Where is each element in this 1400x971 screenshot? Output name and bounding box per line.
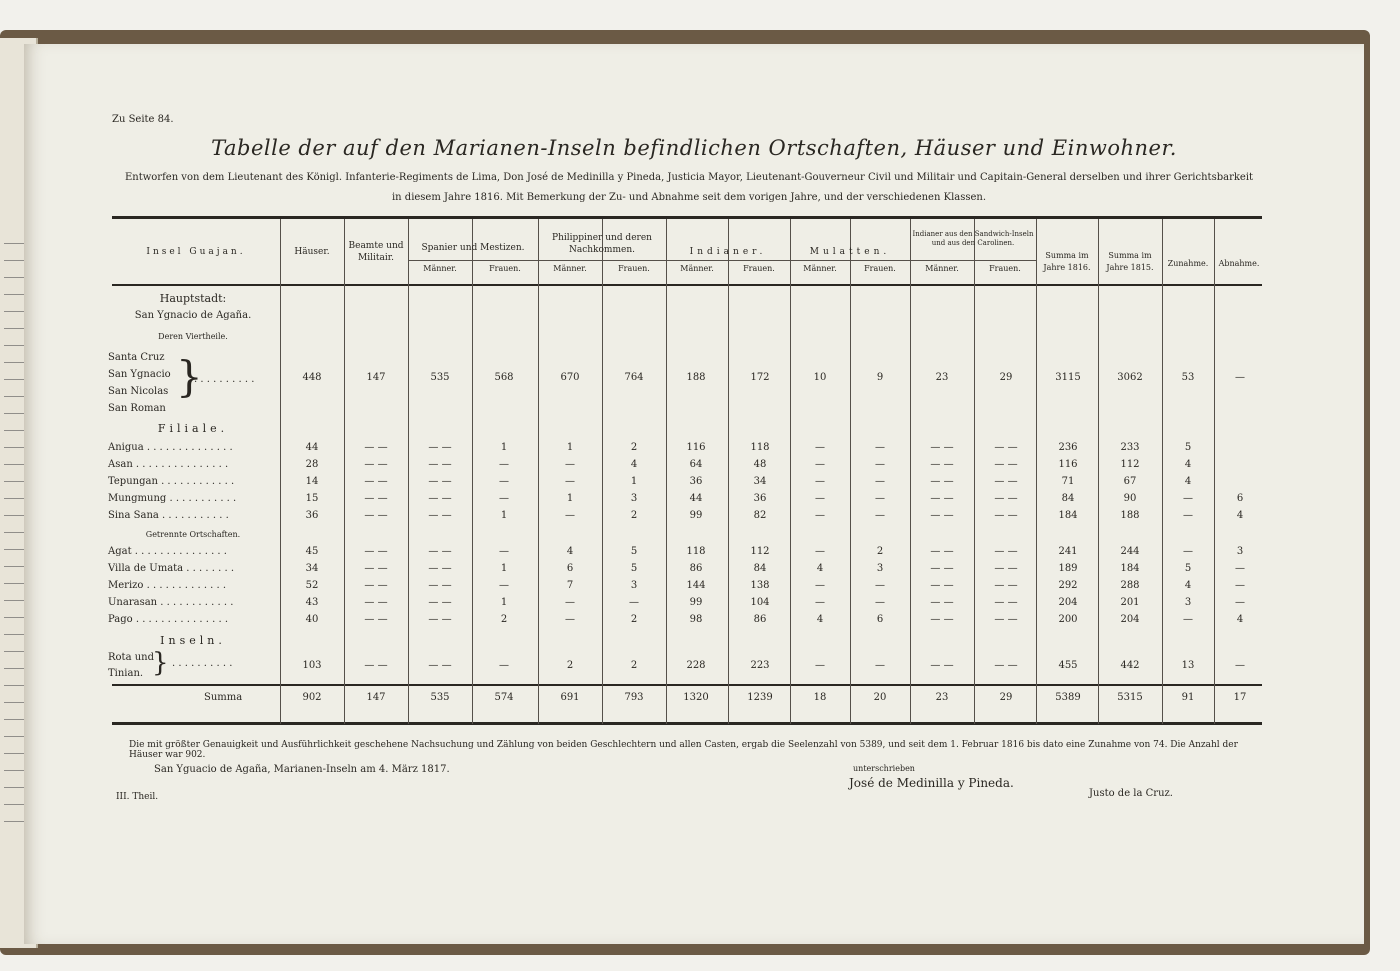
table-cell: 3 [1184,597,1192,608]
table-cell: 36 [753,493,767,504]
table-cell: — [1235,372,1245,383]
volume-label: III. Theil. [116,792,159,802]
subheader-men: Männer. [803,264,837,273]
table-cell: — — [930,546,954,557]
table-cell: — [499,546,509,557]
table-cell: — [565,476,575,487]
table-cell: 91 [1181,692,1195,703]
column-divider [1162,219,1163,724]
table-cell: — — [930,580,954,591]
group-underline [538,260,666,261]
group-underline [790,260,910,261]
table-cell: 5315 [1117,692,1143,703]
header-island: Insel Guajan. [146,247,246,257]
table-cell: 2 [566,660,574,671]
subtitle-line-2: in diesem Jahre 1816. Mit Bemerkung der Zu- und Abnahme seit dem vorigen Jahre, und der verschiedenen Klassen. [391,192,987,203]
column-divider [728,219,729,724]
table-cell: — [875,476,885,487]
table-cell: 116 [686,442,706,453]
table-cell: 36 [305,510,319,521]
subheader-women: Frauen. [618,264,650,273]
table-cell: 44 [689,493,703,504]
table-cell: — [1183,493,1193,504]
table-bottom-rule [112,722,1262,725]
table-cell: 233 [1120,442,1140,453]
table-cell: 99 [689,510,703,521]
table-cell: 14 [305,476,319,487]
table-cell: 455 [1058,660,1078,671]
table-cell: 188 [1120,510,1140,521]
islands-dots: . . . . . . . . . . [172,658,233,669]
sum-top-rule [112,684,1262,686]
table-cell: 902 [302,692,322,703]
subheader-men: Männer. [925,264,959,273]
table-cell: 4 [1184,580,1192,591]
separate-heading: Getrennte Ortschaften. [145,530,241,539]
column-divider [666,219,667,724]
group-underline [666,260,790,261]
table-cell: — — [428,510,452,521]
table-cell: 17 [1233,692,1247,703]
table-cell: — [629,597,639,608]
table-cell: 1 [566,442,574,453]
subheader-men: Männer. [423,264,457,273]
table-cell: 535 [430,372,450,383]
row-label: Villa de Umata . . . . . . . . [108,563,234,574]
table-cell: 1 [500,442,508,453]
table-cell: 3115 [1055,372,1081,383]
table-cell: 15 [305,493,319,504]
table-cell: 574 [494,692,514,703]
subheader-men: Männer. [553,264,587,273]
subheader-women: Frauen. [489,264,521,273]
header-decrease: Abnahme. [1218,259,1260,268]
table-cell: — — [994,459,1018,470]
table-cell: 2 [630,660,638,671]
table-cell: — [499,660,509,671]
table-cell: 201 [1120,597,1140,608]
row-label: Asan . . . . . . . . . . . . . . . [108,459,229,470]
column-divider [1036,219,1037,724]
table-cell: 84 [753,563,767,574]
table-cell: — [815,476,825,487]
table-cell: — — [428,442,452,453]
signed-label: unterschrieben [853,764,915,773]
subheader-women: Frauen. [989,264,1021,273]
table-cell: 4 [1184,459,1192,470]
group-underline [408,260,538,261]
table-cell: — — [364,459,388,470]
table-cell: — — [428,597,452,608]
footnote: Die mit größter Genauigkeit und Ausführlichkeit geschehene Nachsuchung und Zählung von beiden Geschlechtern und allen Casten, ergab die Seelenzahl von 5389, und seit dem 1. Februar 1816 bis dato eine Zunahme von 74. Die Anzahl der Häuser war 902. [129,740,1238,760]
table-cell: 6 [566,563,574,574]
table-cell: 691 [560,692,580,703]
table-cell: 28 [305,459,319,470]
table-cell: — [815,660,825,671]
table-cell: — — [364,510,388,521]
table-cell: 2 [500,614,508,625]
table-cell: 138 [750,580,770,591]
table-cell: 5 [1184,563,1192,574]
table-cell: 10 [813,372,827,383]
table-cell: — — [994,442,1018,453]
header-spaniards: Spanier und Mestizen. [421,243,525,253]
table-cell: 184 [1120,563,1140,574]
table-cell: — — [930,476,954,487]
table-cell: 9 [876,372,884,383]
table-cell: — — [930,563,954,574]
quarters-list [108,349,171,417]
island-name: Tinian. [108,668,144,679]
page-title: Tabelle der auf den Marianen-Inseln befindlichen Ortschaften, Häuser und Einwohner. [211,136,1177,160]
table-cell: 764 [624,372,644,383]
table-top-rule [112,216,1262,219]
table-cell: 448 [302,372,322,383]
table-cell: 188 [686,372,706,383]
islands-heading: Inseln. [160,634,226,647]
table-cell: 3 [876,563,884,574]
subheader-women: Frauen. [864,264,896,273]
table-cell: 43 [305,597,319,608]
table-cell: 3 [630,580,638,591]
table-cell: 99 [689,597,703,608]
row-label: Mungmung . . . . . . . . . . . [108,493,237,504]
table-cell: — [499,476,509,487]
table-cell: 204 [1120,614,1140,625]
table-cell: 118 [686,546,706,557]
table-cell: 104 [750,597,770,608]
capital-name: San Ygnacio de Agaña. [134,310,252,321]
table-cell: — [815,459,825,470]
table-cell: 200 [1058,614,1078,625]
table-cell: — [1235,597,1245,608]
table-cell: — — [994,660,1018,671]
table-cell: — [815,546,825,557]
row-label: Tepungan . . . . . . . . . . . . [108,476,235,487]
table-cell: 5 [630,546,638,557]
table-cell: 118 [750,442,770,453]
table-cell: 292 [1058,580,1078,591]
table-cell: 1 [630,476,638,487]
page-subtitle [114,168,1264,208]
table-cell: 67 [1123,476,1137,487]
quarter-name: San Nicolas [108,386,169,397]
table-cell: 18 [813,692,827,703]
table-cell: — [875,493,885,504]
table-cell: 1 [566,493,574,504]
table-cell: — — [364,580,388,591]
row-label: Unarasan . . . . . . . . . . . . [108,597,234,608]
table-cell: 288 [1120,580,1140,591]
islands-label [108,650,154,682]
table-cell: 172 [750,372,770,383]
table-cell: — [815,580,825,591]
signature-cruz: Justo de la Cruz. [1089,788,1173,799]
table-cell: 244 [1120,546,1140,557]
table-cell: — [875,442,885,453]
table-cell: 4 [816,563,824,574]
table-cell: — — [428,580,452,591]
row-label: Sina Sana . . . . . . . . . . . [108,510,229,521]
column-divider [910,219,911,724]
table-cell: 184 [1058,510,1078,521]
table-cell: 1 [500,597,508,608]
column-divider [974,219,975,724]
table-cell: 5 [1184,442,1192,453]
table-cell: 71 [1061,476,1075,487]
filiale-heading: Filiale. [157,422,229,435]
header-houses: Häuser. [294,247,330,257]
table-cell: — [1183,510,1193,521]
column-divider [538,219,539,724]
quarter-name: San Ygnacio [108,369,171,380]
table-cell: 82 [753,510,767,521]
table-cell: 34 [305,563,319,574]
table-cell: — [815,597,825,608]
table-cell: — — [994,476,1018,487]
row-label: Anigua . . . . . . . . . . . . . . [108,442,233,453]
table-cell: — — [994,614,1018,625]
table-cell: — — [994,493,1018,504]
table-cell: 98 [689,614,703,625]
table-cell: — — [364,476,388,487]
table-cell: 34 [753,476,767,487]
place-date: San Yguacio de Agaña, Marianen-Inseln am 4. März 1817. [154,764,450,775]
table-cell: 90 [1123,493,1137,504]
table-cell: 568 [494,372,514,383]
islands-brace: } [152,648,169,678]
table-cell: 4 [816,614,824,625]
table-cell: 29 [999,692,1013,703]
table-cell: — [565,510,575,521]
table-cell: — — [930,660,954,671]
table-cell: 204 [1058,597,1078,608]
table-cell: 13 [1181,660,1195,671]
table-cell: 4 [630,459,638,470]
table-cell: 147 [366,372,386,383]
header-indians: Indianer. [689,247,767,257]
table-cell: — — [364,493,388,504]
subheader-women: Frauen. [743,264,775,273]
table-cell: — [1235,580,1245,591]
table-cell: 3 [630,493,638,504]
table-cell: 4 [1236,510,1244,521]
table-cell: — [1183,546,1193,557]
table-cell: — — [364,442,388,453]
table-cell: 40 [305,614,319,625]
table-cell: — — [428,459,452,470]
column-divider [1098,219,1099,724]
table-cell: — — [930,493,954,504]
sum-label: Summa [204,692,243,703]
table-cell: 23 [935,692,949,703]
column-divider [1214,219,1215,724]
table-cell: 1239 [747,692,773,703]
table-cell: — — [930,510,954,521]
table-cell: 189 [1058,563,1078,574]
column-divider [280,219,281,724]
table-cell: — — [930,459,954,470]
table-cell: 442 [1120,660,1140,671]
table-cell: — — [428,614,452,625]
table-cell: — [815,442,825,453]
table-cell: — [1183,614,1193,625]
quarter-name: Santa Cruz [108,352,165,363]
table-cell: 6 [1236,493,1244,504]
header-sandwich: Indianer aus den Sandwich-Inseln und aus den Carolinen. [912,230,1034,247]
table-cell: — — [994,510,1018,521]
table-cell: 670 [560,372,580,383]
table-cell: 86 [753,614,767,625]
table-cell: — [875,510,885,521]
page [24,44,1364,944]
table-cell: — — [930,597,954,608]
header-bottom-rule [112,284,1262,286]
table-cell: — [875,660,885,671]
table-cell: 6 [876,614,884,625]
table-cell: 29 [999,372,1013,383]
header-mulattoes: Mulatten. [809,247,891,257]
table-cell: 241 [1058,546,1078,557]
column-divider [790,219,791,724]
table-cell: 1 [500,563,508,574]
table-cell: — — [994,563,1018,574]
group-underline [910,260,1036,261]
table-cell: 23 [935,372,949,383]
table-cell: 2 [876,546,884,557]
table-cell: — — [364,660,388,671]
table-cell: 1 [500,510,508,521]
table-cell: 4 [1184,476,1192,487]
table-cell: 2 [630,510,638,521]
table-cell: — — [364,614,388,625]
header-sum-1815: Summa im Jahre 1815. [1106,251,1154,272]
subtitle-line-1: Entworfen von dem Lieutenant des Königl. Infanterie-Regiments de Lima, Don José de Medinilla y Pineda, Justicia Mayor, Lieutenant-Gouverneur Civil und Militair und Capitain-General derselben und ihrer Gerichtsbarkeit [124,172,1254,183]
column-divider [472,219,473,724]
table-cell: 3062 [1117,372,1143,383]
table-cell: 223 [750,660,770,671]
table-cell: — [499,493,509,504]
table-cell: 7 [566,580,574,591]
column-divider [408,219,409,724]
capital-dots: . . . . . . . . . . [194,374,255,385]
table-cell: 5389 [1055,692,1081,703]
table-cell: — — [364,546,388,557]
table-cell: — [499,459,509,470]
table-cell: 147 [366,692,386,703]
table-cell: — [815,510,825,521]
table-cell: 535 [430,692,450,703]
table-cell: 116 [1058,459,1078,470]
row-label: Merizo . . . . . . . . . . . . . [108,580,227,591]
capital-heading: Hauptstadt: [159,292,227,305]
table-cell: — — [364,597,388,608]
table-cell: — [499,580,509,591]
table-cell: — — [930,614,954,625]
page-reference: Zu Seite 84. [112,114,174,125]
table-cell: 5 [630,563,638,574]
table-cell: — [1235,660,1245,671]
table-cell: — [565,597,575,608]
table-cell: — — [364,563,388,574]
table-cell: 53 [1181,372,1195,383]
island-name: Rota und [108,652,154,663]
header-officials: Beamte und Militair. [348,241,404,263]
table-cell: — — [428,546,452,557]
table-cell: — — [428,493,452,504]
table-cell: 4 [566,546,574,557]
table-cell: 112 [1120,459,1140,470]
table-cell: 103 [302,660,322,671]
table-cell: 44 [305,442,319,453]
table-cell: — [875,459,885,470]
header-sum-1816: Summa im Jahre 1816. [1043,251,1091,272]
table-cell: — — [994,546,1018,557]
header-increase: Zunahme. [1167,259,1209,268]
table-cell: 3 [1236,546,1244,557]
column-divider [850,219,851,724]
quarters-brace: } [176,352,203,401]
table-cell: — — [428,476,452,487]
table-cell: 2 [630,614,638,625]
signature-medinilla: José de Medinilla y Pineda. [849,776,1014,790]
quarters-label: Deren Viertheile. [158,332,228,341]
table-cell: — — [930,442,954,453]
table-cell: — [875,580,885,591]
table-cell: 45 [305,546,319,557]
table-cell: 793 [624,692,644,703]
header-filipinos: Philippiner und deren Nachkommen. [552,233,652,255]
table-cell: 144 [686,580,706,591]
column-divider [344,219,345,724]
table-cell: 20 [873,692,887,703]
table-cell: 64 [689,459,703,470]
quarter-name: San Roman [108,403,166,414]
table-cell: — — [428,660,452,671]
table-cell: — [875,597,885,608]
table-cell: — [565,459,575,470]
table-cell: 48 [753,459,767,470]
table-cell: 4 [1236,614,1244,625]
table-cell: 228 [686,660,706,671]
table-cell: — [565,614,575,625]
table-cell: 236 [1058,442,1078,453]
table-cell: 36 [689,476,703,487]
subheader-men: Männer. [680,264,714,273]
table-cell: — [815,493,825,504]
column-divider [602,219,603,724]
table-cell: 1320 [683,692,709,703]
table-cell: 112 [750,546,770,557]
table-cell: 84 [1061,493,1075,504]
table-cell: 86 [689,563,703,574]
table-cell: — — [994,580,1018,591]
table-cell: — — [994,597,1018,608]
table-cell: — — [428,563,452,574]
row-label: Pago . . . . . . . . . . . . . . . [108,614,229,625]
table-cell: 2 [630,442,638,453]
table-cell: 52 [305,580,319,591]
row-label: Agat . . . . . . . . . . . . . . . [108,546,227,557]
table-cell: — [1235,563,1245,574]
